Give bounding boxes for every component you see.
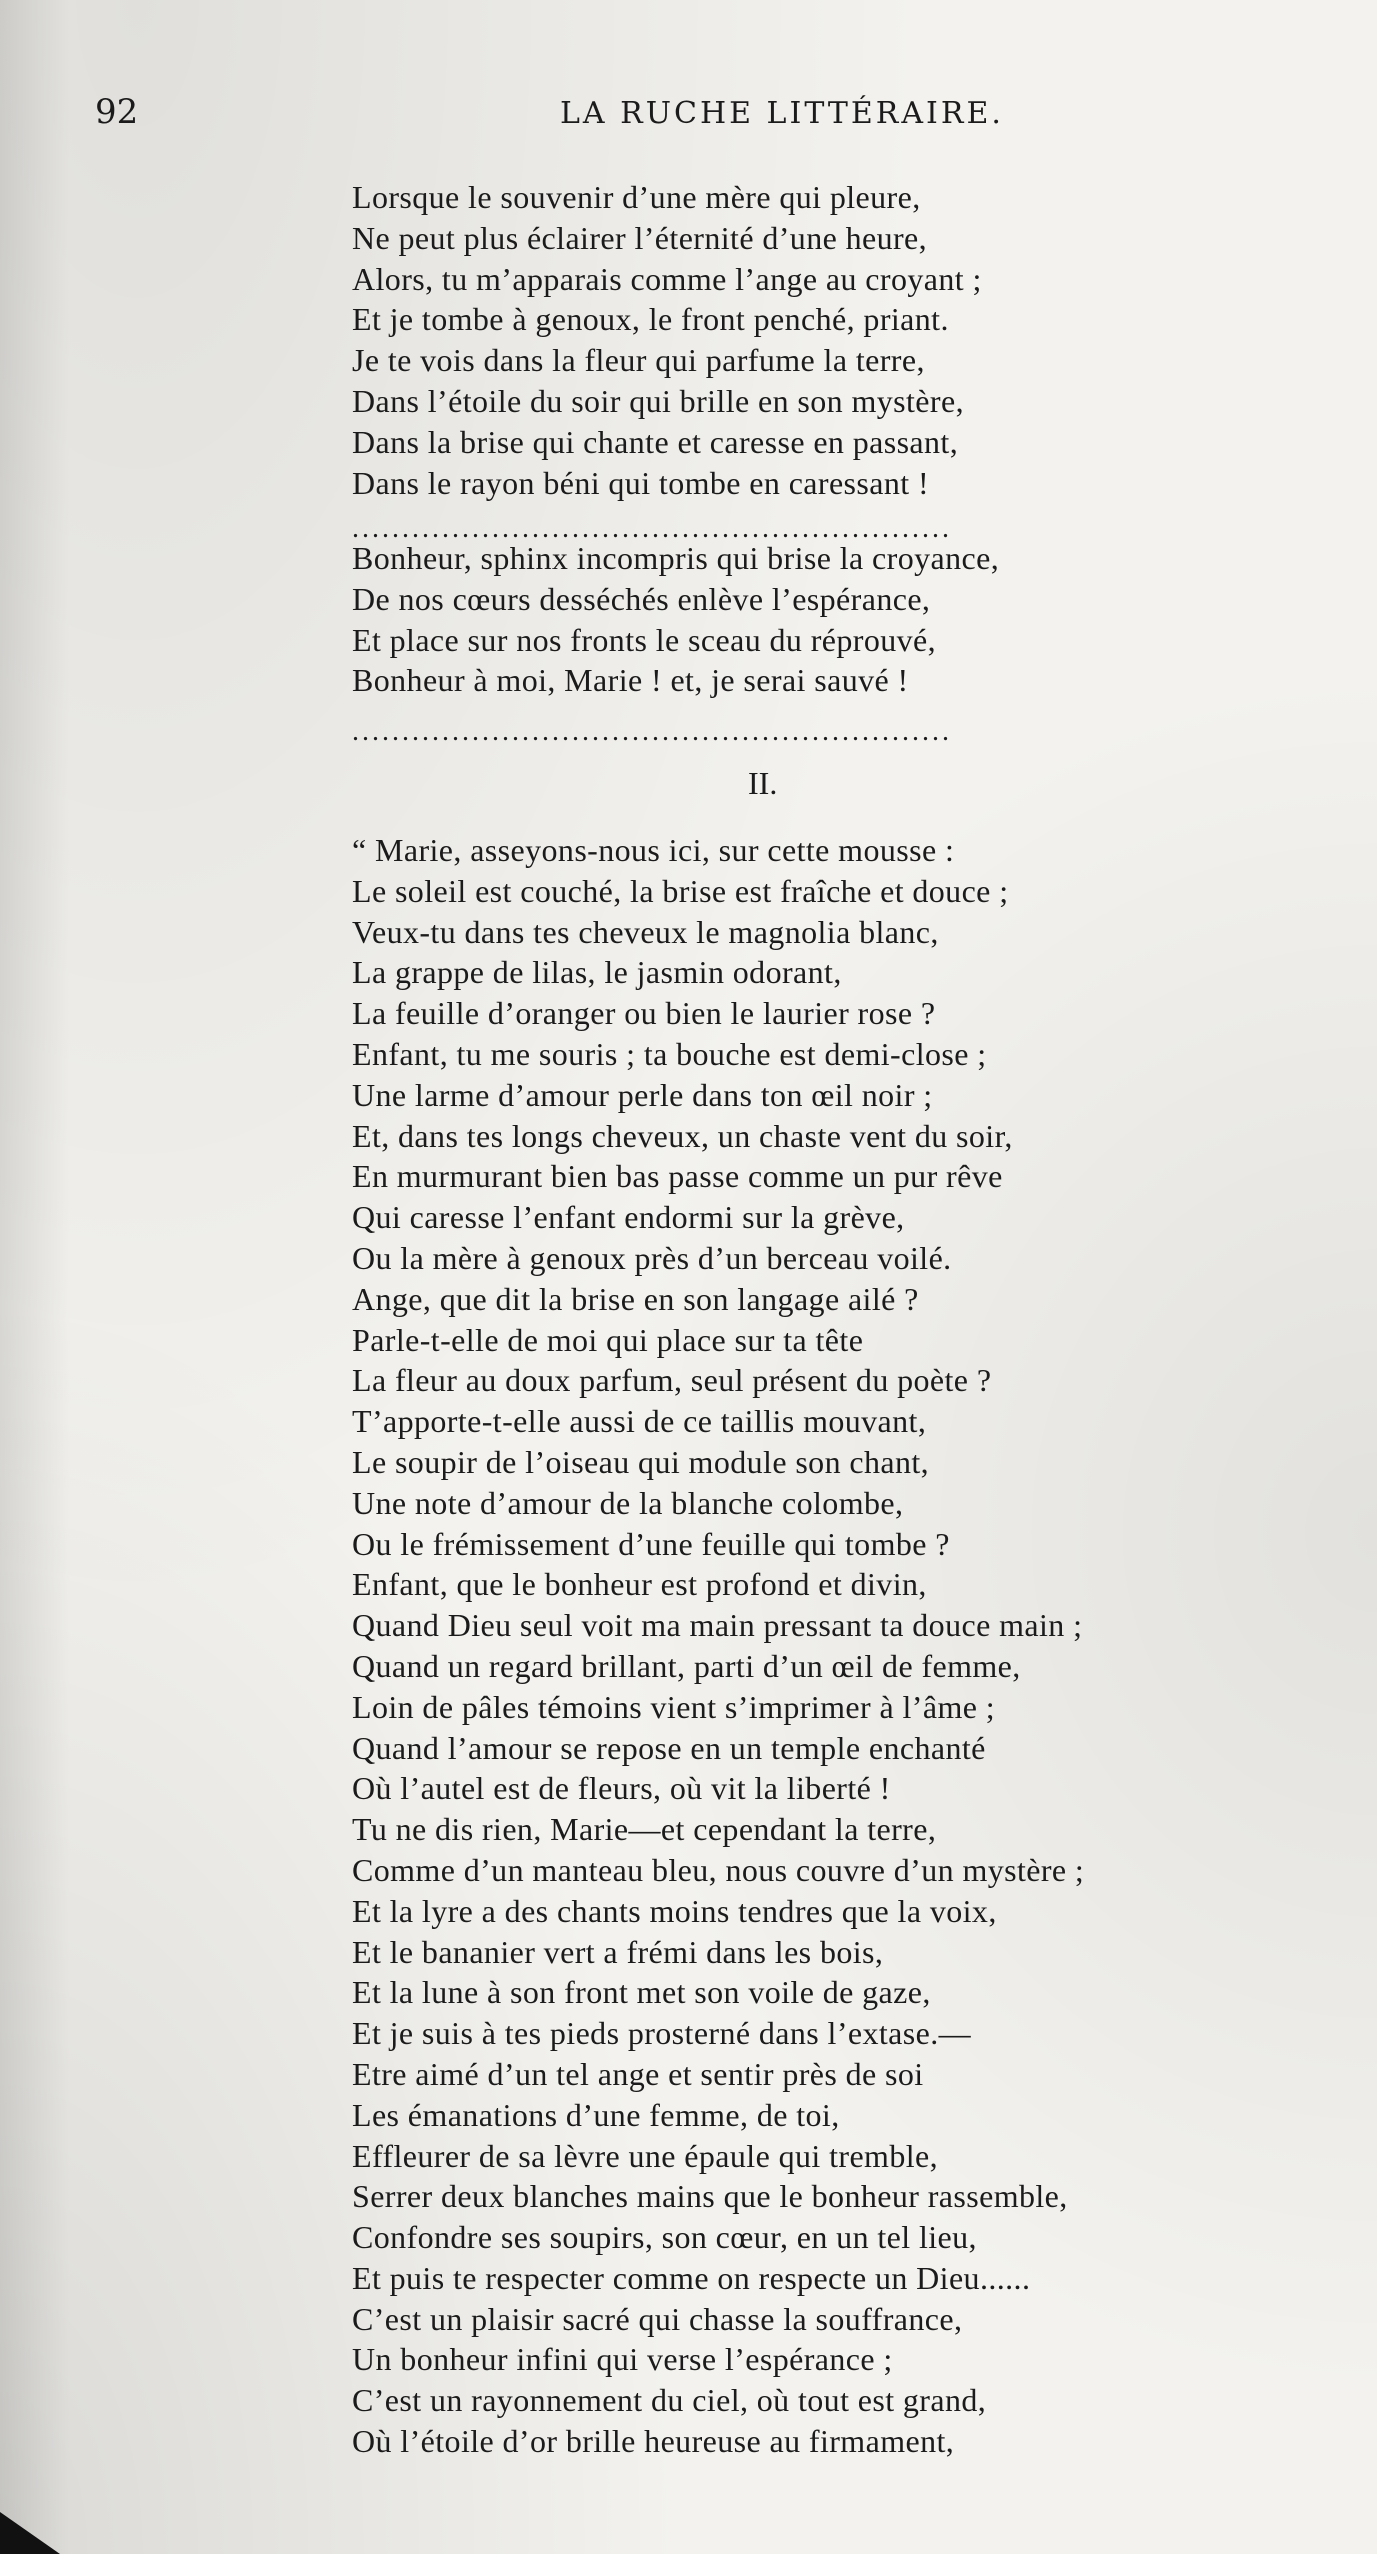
verse-line: Lorsque le souvenir d’une mère qui pleure, bbox=[352, 179, 921, 215]
verse-line: Tu ne dis rien, Marie—et cependant la terre, bbox=[352, 1811, 937, 1848]
verse-line: Et le bananier vert a frémi dans les bois, bbox=[352, 1933, 884, 1970]
verse-line: La grappe de lilas, le jasmin odorant, bbox=[352, 954, 842, 991]
verse-line: Alors, tu m’apparais comme l’ange au croyant ; bbox=[352, 260, 982, 297]
verse-line: C’est un rayonnement du ciel, où tout est grand, bbox=[352, 2382, 987, 2419]
verse-line: Serrer deux blanches mains que le bonheur rassemble, bbox=[352, 2178, 1068, 2215]
section-heading: II. bbox=[748, 765, 778, 801]
verse-line: Ne peut plus éclairer l’éternité d’une heure, bbox=[352, 219, 928, 256]
verse-line: Veux-tu dans tes cheveux le magnolia blanc, bbox=[352, 913, 939, 950]
verse-line: Ange, que dit la brise en son langage ailé ? bbox=[352, 1280, 919, 1317]
dotted-separator: ............................................................ bbox=[352, 718, 952, 746]
verse-line: Bonheur, sphinx incompris qui brise la croyance, bbox=[352, 540, 1000, 576]
verse-line: La fleur au doux parfum, seul présent du poète ? bbox=[352, 1362, 992, 1399]
verse-line: Les émanations d’une femme, de toi, bbox=[352, 2096, 840, 2133]
verse-line: Et place sur nos fronts le sceau du réprouvé, bbox=[352, 621, 937, 658]
verse-line: Une larme d’amour perle dans ton œil noir ; bbox=[352, 1076, 933, 1113]
verse-line: Le soleil est couché, la brise est fraîche et douce ; bbox=[352, 872, 1009, 909]
verse-line: Le soupir de l’oiseau qui module son chant, bbox=[352, 1443, 930, 1480]
verse-line: Quand Dieu seul voit ma main pressant ta douce main ; bbox=[352, 1607, 1083, 1644]
verse-line: C’est un plaisir sacré qui chasse la souffrance, bbox=[352, 2300, 963, 2337]
verse-line: Loin de pâles témoins vient s’imprimer à l’âme ; bbox=[352, 1688, 996, 1725]
verse-line: Confondre ses soupirs, son cœur, en un tel lieu, bbox=[352, 2219, 977, 2256]
running-title: LA RUCHE LITTÉRAIRE. bbox=[560, 96, 1004, 131]
stanza-3 bbox=[352, 830, 1084, 2462]
stanza-2 bbox=[352, 538, 999, 701]
page-corner-mark bbox=[0, 2512, 60, 2554]
verse-line: Et je tombe à genoux, le front penché, priant. bbox=[352, 301, 949, 338]
dotted-separator: ............................................................ bbox=[352, 515, 952, 543]
verse-line: Enfant, tu me souris ; ta bouche est demi-close ; bbox=[352, 1035, 987, 1072]
verse-line: De nos cœurs desséchés enlève l’espérance, bbox=[352, 580, 931, 617]
verse-line: Comme d’un manteau bleu, nous couvre d’un mystère ; bbox=[352, 1851, 1085, 1888]
verse-line: Effleurer de sa lèvre une épaule qui tremble, bbox=[352, 2137, 939, 2174]
verse-line: La feuille d’oranger ou bien le laurier rose ? bbox=[352, 995, 936, 1032]
verse-line: Enfant, que le bonheur est profond et divin, bbox=[352, 1566, 927, 1603]
verse-line: Quand l’amour se repose en un temple enchanté bbox=[352, 1729, 986, 1766]
verse-line: Où l’étoile d’or brille heureuse au firmament, bbox=[352, 2423, 955, 2460]
verse-line: Ou la mère à genoux près d’un berceau voilé. bbox=[352, 1239, 952, 1276]
verse-line: T’apporte-t-elle aussi de ce taillis mouvant, bbox=[352, 1403, 927, 1440]
stanza-1 bbox=[352, 177, 982, 503]
verse-line: Ou le frémissement d’une feuille qui tombe ? bbox=[352, 1525, 950, 1562]
verse-line: Et, dans tes longs cheveux, un chaste vent du soir, bbox=[352, 1117, 1013, 1154]
verse-line: Etre aimé d’un tel ange et sentir près de soi bbox=[352, 2055, 924, 2092]
verse-line: Parle-t-elle de moi qui place sur ta tête bbox=[352, 1321, 864, 1358]
verse-line: Où l’autel est de fleurs, où vit la liberté ! bbox=[352, 1770, 891, 1807]
verse-line: En murmurant bien bas passe comme un pur rêve bbox=[352, 1158, 1003, 1195]
verse-line: Quand un regard brillant, parti d’un œil de femme, bbox=[352, 1647, 1021, 1684]
verse-line: Un bonheur infini qui verse l’espérance ; bbox=[352, 2341, 893, 2378]
verse-line: Et je suis à tes pieds prosterné dans l’extase.— bbox=[352, 2015, 972, 2052]
verse-line: Et puis te respecter comme on respecte un Dieu...... bbox=[352, 2259, 1031, 2296]
verse-line: Dans le rayon béni qui tombe en caressant ! bbox=[352, 464, 930, 501]
page-gutter-shadow bbox=[0, 0, 70, 2554]
verse-line: Dans l’étoile du soir qui brille en son mystère, bbox=[352, 382, 964, 419]
verse-line: Et la lyre a des chants moins tendres que la voix, bbox=[352, 1892, 997, 1929]
verse-line: Je te vois dans la fleur qui parfume la terre, bbox=[352, 342, 925, 379]
verse-line: Et la lune à son front met son voile de gaze, bbox=[352, 1974, 931, 2011]
verse-line: Qui caresse l’enfant endormi sur la grève, bbox=[352, 1199, 905, 1236]
verse-line: “ Marie, asseyons-nous ici, sur cette mousse : bbox=[352, 832, 955, 868]
verse-line: Dans la brise qui chante et caresse en passant, bbox=[352, 423, 959, 460]
verse-line: Bonheur à moi, Marie ! et, je serai sauvé ! bbox=[352, 662, 909, 699]
verse-line: Une note d’amour de la blanche colombe, bbox=[352, 1484, 904, 1521]
page-number: 92 bbox=[95, 92, 139, 132]
